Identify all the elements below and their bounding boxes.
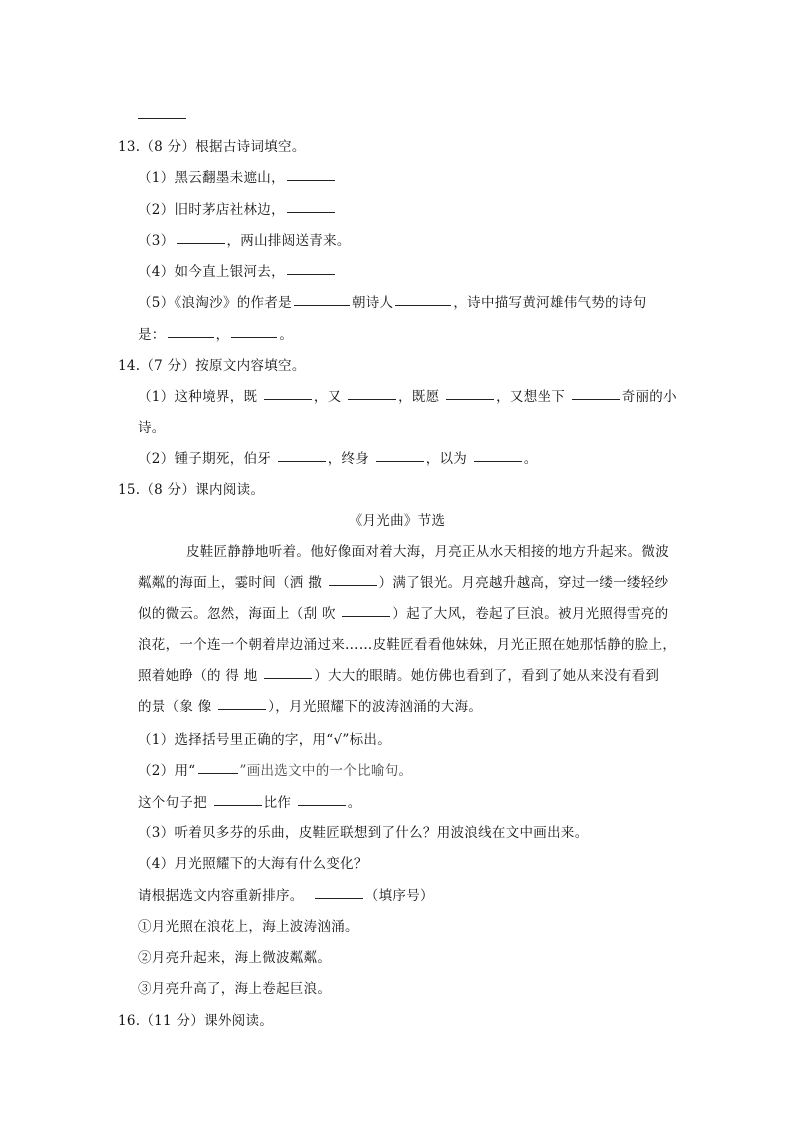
- question-13-item-4: [138, 260, 337, 280]
- question-14-header: 14.（7 分）按原文内容填空。: [118, 358, 306, 374]
- item-text: （2）旧时茅店社林边，: [138, 202, 285, 218]
- question-13-item-3: [138, 229, 351, 249]
- question-15-header: 15.（8 分）课内阅读。: [118, 482, 265, 498]
- answer-blank: [264, 677, 312, 679]
- question-13-item-5: [138, 291, 647, 311]
- answer-blank: [294, 304, 350, 306]
- item-text: （5）《浪淘沙》的作者是: [138, 295, 292, 311]
- item-text: （1）这种境界，既: [138, 389, 258, 405]
- answer-blank: [287, 211, 335, 213]
- passage-text: 似的微云。忽然，海面上（刮 吹: [138, 606, 336, 622]
- item-text: 。: [347, 795, 362, 811]
- item-text: ，: [215, 327, 230, 343]
- answer-blank: [342, 615, 390, 617]
- answer-blank: [214, 804, 262, 806]
- item-text: （4）如今直上银河去，: [138, 264, 285, 280]
- question-15-sub-1: （1）选择括号里正确的字，用“√”标出。: [138, 732, 391, 748]
- item-text: 朝诗人: [351, 295, 394, 311]
- item-text: ，又想坐下: [496, 389, 566, 405]
- question-15-sub-3: （3）听着贝多芬的乐曲，皮鞋匠联想到了什么？用波浪线在文中画出来。: [138, 825, 589, 841]
- item-text: 这个句子把: [138, 795, 207, 811]
- passage-text: ）满了银光。月亮越升越高，穿过一缕一缕轻纱: [378, 575, 669, 591]
- item-text: 。: [523, 451, 538, 467]
- question-16-header: 16.（11 分）课外阅读。: [118, 1013, 274, 1029]
- answer-blank: [315, 897, 363, 899]
- answer-blank: [446, 398, 494, 400]
- question-15-sub-4-cont: [138, 884, 434, 904]
- answer-blank: [474, 460, 522, 462]
- answer-blank: [264, 398, 312, 400]
- question-15-sub-2: [138, 759, 412, 779]
- answer-blank: [287, 273, 335, 275]
- passage-text: 的景（象 像: [138, 699, 212, 715]
- item-text: 。: [279, 327, 294, 343]
- item-text: ，以为: [425, 451, 468, 467]
- passage-text: ），月光照耀下的波涛汹涌的大海。: [268, 699, 483, 715]
- answer-blank: [198, 772, 238, 774]
- answer-blank: [572, 398, 620, 400]
- item-text: 奇丽的小: [621, 389, 677, 405]
- question-14-item-2: [138, 447, 538, 467]
- answer-blank: [168, 336, 214, 338]
- answer-blank: [348, 398, 396, 400]
- item-text: （3）: [138, 233, 175, 249]
- passage-line: [138, 571, 668, 591]
- passage-title: 《月光曲》节选: [348, 513, 446, 529]
- item-text: ，两山排闼送青来。: [226, 233, 351, 249]
- passage-line: [138, 602, 668, 622]
- item-text: ，又: [313, 389, 342, 405]
- passage-text: ）起了大风，卷起了巨浪。被月光照得雪亮的: [392, 606, 669, 622]
- question-13-item-1: [138, 166, 337, 186]
- item-text: ”画出选文中的一个比喻句。: [239, 763, 413, 779]
- answer-blank: [278, 460, 326, 462]
- question-15-sub-2-cont: [138, 791, 362, 811]
- option-1: ①月光照在浪花上，海上波涛汹涌。: [138, 919, 359, 935]
- item-text: （1）黑云翻墨未遮山，: [138, 170, 285, 186]
- question-14-item-1-cont: 诗。: [138, 420, 166, 436]
- answer-blank: [329, 584, 377, 586]
- passage-text: ）大大的眼睛。她仿佛也看到了，看到了她从来没有看到: [314, 668, 660, 684]
- answer-blank: [177, 242, 225, 244]
- option-3: ③月亮升高了，海上卷起巨浪。: [138, 981, 332, 997]
- question-15-sub-4: （4）月光照耀下的大海有什么变化？: [138, 856, 368, 872]
- question-13-item-2: [138, 198, 337, 218]
- answer-blank: [138, 118, 186, 119]
- passage-line: 浪花，一个连一个朝着岸边涌过来……皮鞋匠看看他妹妹，月光正照在她那恬静的脸上，: [138, 637, 677, 653]
- passage-line: [138, 695, 482, 715]
- answer-blank: [218, 708, 266, 710]
- item-text: （2）锺子期死，伯牙: [138, 451, 272, 467]
- item-text: （填序号）: [364, 888, 434, 904]
- item-text: ，诗中描写黄河雄伟气势的诗句: [453, 295, 647, 311]
- item-text: 是：: [138, 327, 166, 343]
- passage-text: 照着她睁（的 得 地: [138, 668, 258, 684]
- question-14-item-1: [138, 385, 677, 405]
- answer-blank: [395, 304, 451, 306]
- item-text: 比作: [263, 795, 292, 811]
- passage-line: [138, 664, 659, 684]
- question-13-header: 13.（8 分）根据古诗词填空。: [118, 139, 306, 155]
- item-text: ，既愿: [398, 389, 440, 405]
- answer-blank: [231, 336, 277, 338]
- item-text: ，终身: [327, 451, 370, 467]
- answer-blank: [298, 804, 346, 806]
- question-13-item-5-cont: [138, 323, 293, 343]
- passage-line: 皮鞋匠静静地听着。他好像面对着大海，月亮正从水天相接的地方升起来。微波: [186, 544, 669, 560]
- item-text: （2）用“: [138, 763, 196, 779]
- item-text: 请根据选文内容重新排序。: [138, 888, 304, 904]
- option-2: ②月亮升起来，海上微波粼粼。: [138, 950, 332, 966]
- passage-text: 粼粼的海面上，霎时间（洒 撒: [138, 575, 322, 591]
- answer-blank: [287, 179, 335, 181]
- answer-blank: [376, 460, 424, 462]
